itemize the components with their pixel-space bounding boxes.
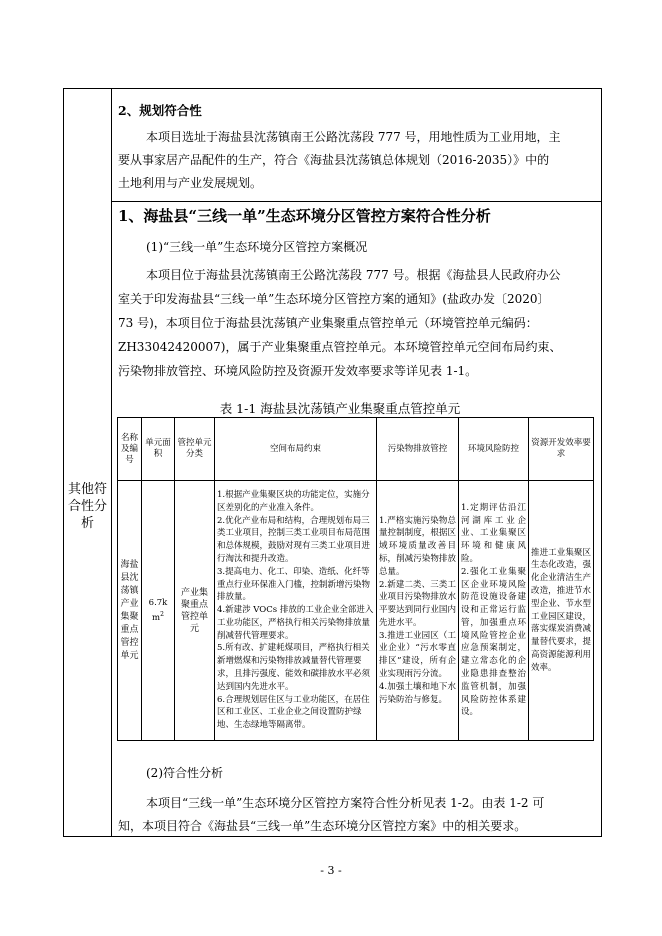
header-risk: 环境风险防控 [459,418,529,481]
page-number: - 3 - [320,864,342,877]
pollution-item: 1.严格实施污染物总量控制制度，根据区域环境质量改善目标，削减污染物排放总量。 [379,515,456,577]
overview-line-4: ZH33042420007)，属于产业集聚重点管控单元。本环境管控单元空间布局约束、 [118,340,562,354]
cell-risk [459,481,529,741]
spatial-item: 6.合理规划居住区与工业功能区，在居住区和工业区、工业企业之间设置防护绿地、生态绿地等隔离带。 [217,694,370,731]
cell-spatial [215,481,377,741]
table-caption: 表 1-1 海盐县沈荡镇产业集聚重点管控单元 [219,401,461,416]
cell-pollution [377,481,459,741]
header-resource: 资源开发效率要求 [529,418,594,481]
conclusion-line-1: 本项目“三线一单”生态环境分区管控方案符合性分析见表 1-2。由表 1-2 可 [146,796,545,810]
overview-line-2: 室关于印发海盐县“三线一单”生态环境分区管控方案的通知》(盐政办发〔2020〕 [118,292,550,306]
cell-area [142,481,175,741]
row-divider [111,201,601,202]
pollution-item: 3.推进工业园区（工业企业）“污水零直排区”建设，所有企业实现雨污分流。 [379,630,456,680]
spatial-item: 1.根据产业集聚区块的功能定位，实施分区差别化的产业准入条件。 [217,489,370,513]
cell-type: 产业集聚重点管控单元 [175,481,215,741]
conclusion-line-2: 知，本项目符合《海盐县“三线一单”生态环境分区管控方案》中的相关要求。 [118,819,527,833]
pollution-item: 2.新建二类、三类工业项目污染物排放水平要达到同行业国内先进水平。 [379,579,456,628]
header-spatial: 空间布局约束 [215,418,377,481]
control-unit-table [117,417,594,741]
spatial-item: 3.提高电力、化工、印染、造纸、化纤等重点行业环保准入门槛，控制新增污染物排放量。 [217,566,371,603]
spatial-item: 2.优化产业布局和结构，合理规划布局三类工业项目，控制三类工业项目布局范围和总体规模，鼓励对现有三类工业项目进行淘汰和提升改造。 [217,515,371,564]
cell-resource: 推进工业集聚区生态化改造，强化企业清洁生产改造，推进节水型企业、节水型工业园区建设，落实煤炭消费减量替代要求，提高资源能源利用效率。 [529,481,594,741]
risk-item: 2.强化工业集聚区企业环境风险防范设施设备建设和正常运行监管，加强重点环境风险管控企业应急预案制定，建立常态化的企业隐患排查整治监管机制，加强风险防控体系建设。 [461,566,526,718]
planning-line-1: 本项目选址于海盐县沈荡镇南王公路沈荡段 777 号，用地性质为工业用地，主 [146,130,561,144]
overview-line-1: 本项目位于海盐县沈荡镇南王公路沈荡段 777 号。根据《海盐县人民政府办公 [146,268,561,282]
section-subheading-2: (2)符合性分析 [146,766,223,780]
header-area: 单元面积 [142,418,175,481]
area-value: 6.7k [148,598,168,609]
side-label: 其他符合性分析 [67,482,107,531]
table-row [118,481,594,741]
header-pollution: 污染物排放管控 [377,418,459,481]
planning-heading: 2、规划符合性 [118,103,202,118]
overview-line-5: 污染物排放管控、环境风险防控及资源开发效率要求等详见表 1-1。 [118,364,478,378]
area-superscript: 2 [160,611,164,619]
risk-item: 1.定期评估沿江河湖库工业企业、工业集聚区环境和健康风险。 [461,502,526,564]
overview-line-3: 73 号)，本项目位于海盐县沈荡镇产业集聚重点管控单元（环境管控单元编码： [118,316,538,330]
header-type: 管控单元分类 [175,418,215,481]
area-unit: m [152,612,161,623]
table-header-row [118,418,594,481]
pollution-item: 4.加强土壤和地下水污染防治与修复。 [379,681,456,705]
spatial-item: 4.新建涉 VOCs 排放的工业企业全部进入工业功能区，严格执行相关污染物排放量削减替代管理要求。 [217,605,374,641]
planning-line-2: 要从事家居产品配件的生产，符合《海盐县沈荡镇总体规划（2016-2035）》中的 [118,153,550,167]
planning-line-3: 土地利用与产业发展规划。 [118,176,263,190]
header-name: 名称及编号 [118,418,142,481]
spatial-item: 5.所有改、扩建耗煤项目，严格执行相关新增燃煤和污染物排放减量替代管理要求，且排污强度、能效和碳排放水平必须达到国内先进水平。 [217,643,371,692]
cell-name: 海盐县沈荡镇产业集聚重点管控单元 [118,481,142,741]
section-subheading-1: (1)“三线一单”生态环境分区管控方案概况 [146,240,368,254]
section-heading: 1、海盐县“三线一单”生态环境分区管控方案符合性分析 [118,207,491,225]
